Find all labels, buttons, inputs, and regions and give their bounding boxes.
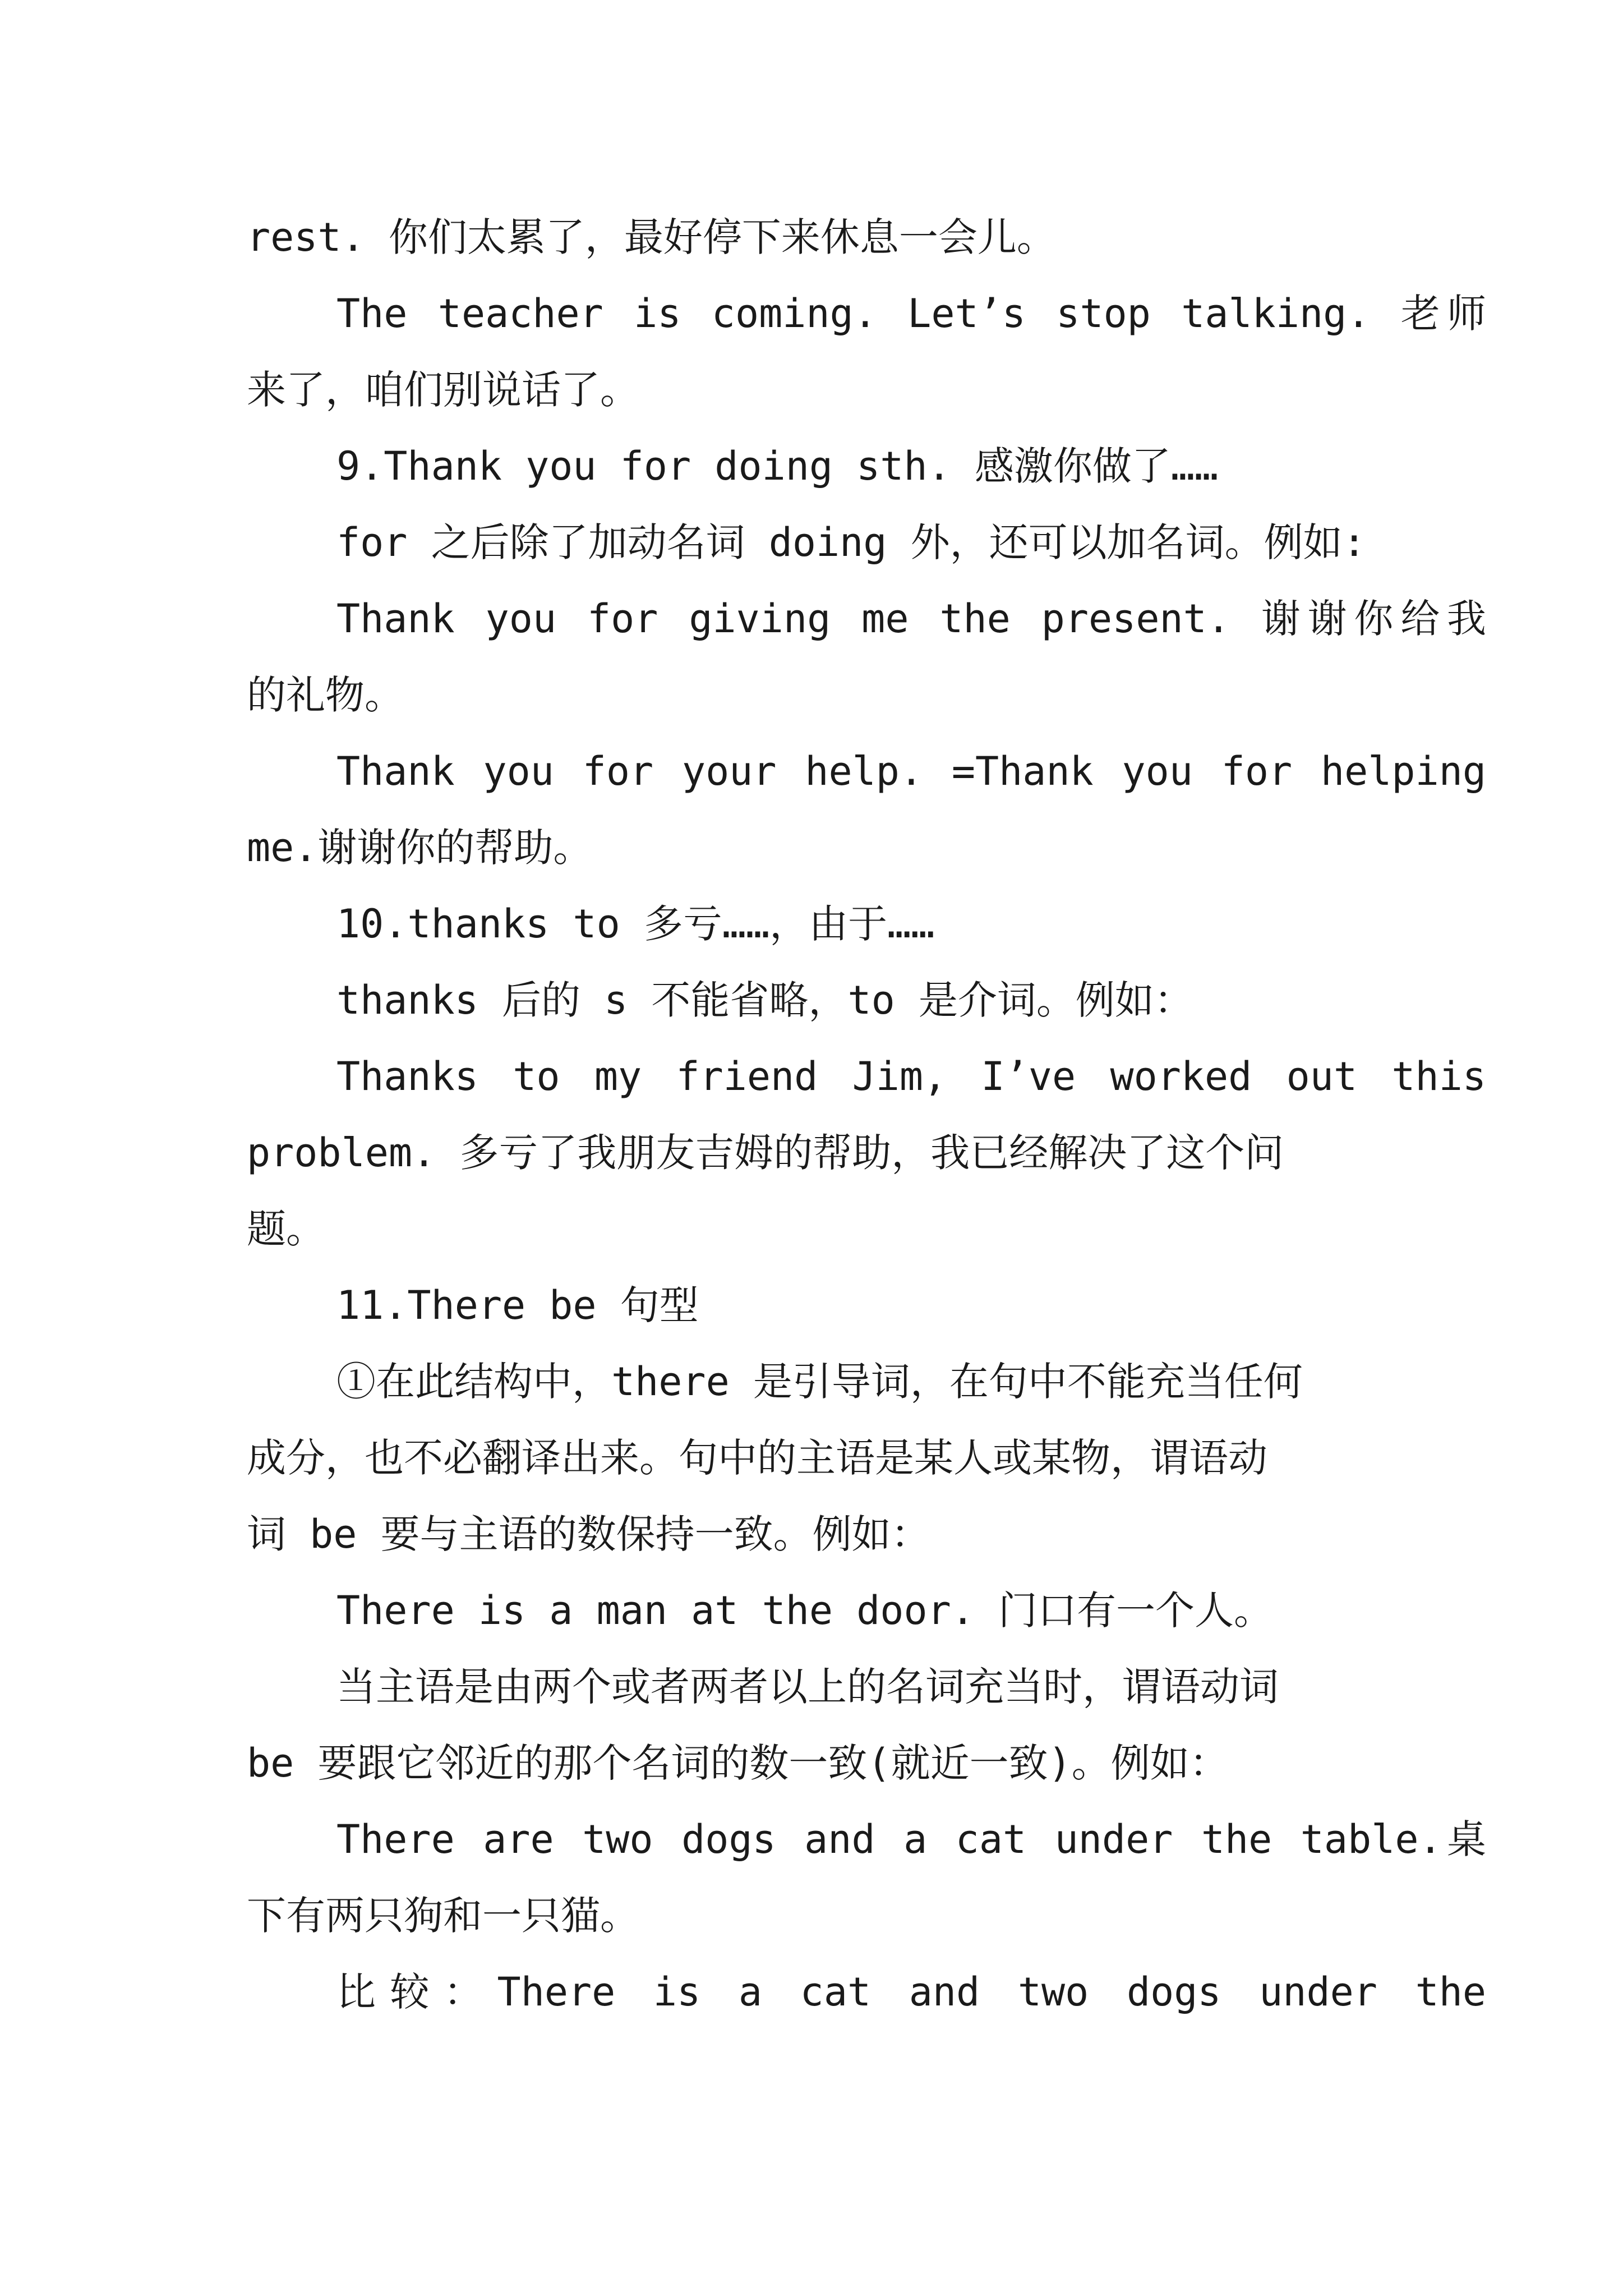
text-line: for 之后除了加动名词 doing 外，还可以加名词。例如: <box>336 519 1366 565</box>
text-line: 10.thanks to 多亏……，由于…… <box>336 901 935 947</box>
text-line: ①在此结构中，there 是引导词，在句中不能充当任何 <box>336 1359 1303 1405</box>
text-line: 来了，咱们别说话了。 <box>247 367 639 413</box>
text-line: thanks 后的 s 不能省略，to 是介词。例如： <box>336 977 1193 1023</box>
text-line: Thank you for your help. =Thank you for helping <box>336 748 1486 794</box>
text-line: 成分，也不必翻译出来。句中的主语是某人或某物，谓语动 <box>247 1435 1267 1481</box>
text-line: be 要跟它邻近的那个名词的数一致(就近一致)。例如： <box>247 1740 1229 1786</box>
text-line: 题。 <box>247 1206 325 1252</box>
text-line: 的礼物。 <box>247 672 404 718</box>
text-line: 11.There be 句型 <box>336 1282 699 1328</box>
text-line: There is a man at the door. 门口有一个人。 <box>336 1588 1274 1634</box>
text-line: problem. 多亏了我朋友吉姆的帮助，我已经解决了这个问 <box>247 1130 1284 1176</box>
text-line: 比较：There is a cat and two dogs under the <box>336 1969 1486 2015</box>
text-line: The teacher is coming. Let’s stop talking. 老师 <box>336 291 1486 337</box>
text-line: 当主语是由两个或者两者以上的名词充当时，谓语动词 <box>336 1664 1279 1710</box>
text-line: There are two dogs and a cat under the table.桌 <box>336 1816 1486 1862</box>
text-line: 9.Thank you for doing sth. 感激你做了…… <box>336 443 1219 489</box>
text-line: me.谢谢你的帮助。 <box>247 825 593 871</box>
text-line: 词 be 要与主语的数保持一致。例如： <box>247 1511 930 1557</box>
text-line: Thank you for giving me the present. 谢谢你给我 <box>336 596 1486 642</box>
text-line: 下有两只狗和一只猫。 <box>247 1893 639 1939</box>
text-line: rest. 你们太累了，最好停下来休息一会儿。 <box>247 214 1056 260</box>
text-line: Thanks to my friend Jim, I’ve worked out this <box>336 1053 1486 1099</box>
